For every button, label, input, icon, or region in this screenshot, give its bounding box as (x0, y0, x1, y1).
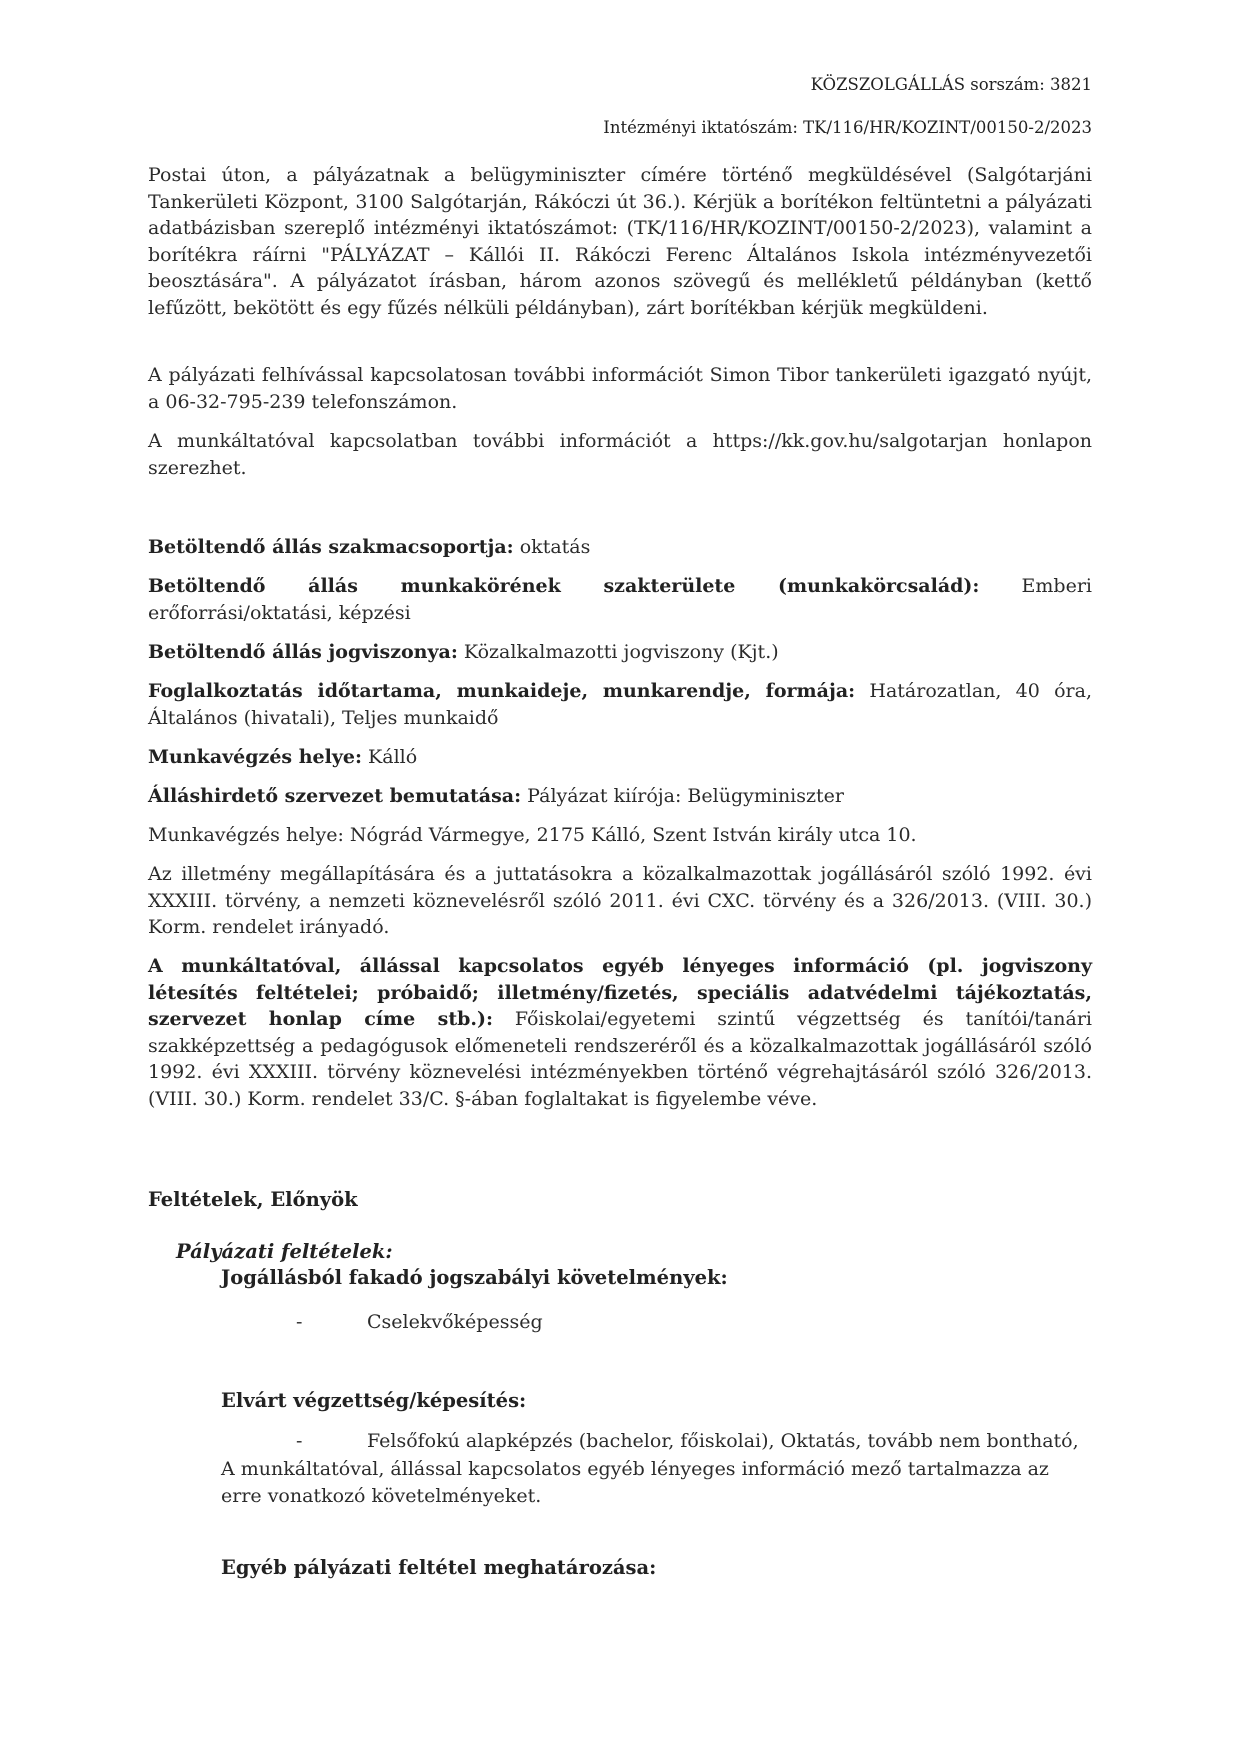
vegzettseg-heading: Elvárt végzettség/képesítés: (221, 1389, 527, 1412)
paragraph-munkaltato: A munkáltatóval kapcsolatban további információt a https://kk.gov.hu/salgotarjan honlapon szerezhet. (148, 430, 1092, 479)
field-szakmacsoport (148, 534, 1092, 561)
field-helye-full: Munkavégzés helye: Nógrád Vármegye, 2175 Kálló, Szent István király utca 10. (148, 824, 917, 846)
field-egyeb (148, 953, 1092, 1112)
field-szervezet (148, 783, 1092, 810)
list-item-felsofoku: Felsőfokú alapképzés (bachelor, főiskolai), Oktatás, tovább nem bontható, (367, 1430, 1079, 1452)
field-value: Határozatlan, 40 óra, Általános (hivatali), Teljes munkaidő (148, 680, 1092, 729)
egyeb-feltetel-heading: Egyéb pályázati feltétel meghatározása: (221, 1556, 657, 1579)
field-value: Főiskolai/egyetemi szintű végzettség és tanítói/tanári szakképzettség a pedagógusok előmeneteli rendszeréről és a közalkalmazottak jogállásáról szóló 1992. évi XXXIII. törvény köznevelési intézményekben történő végrehajtásáról szóló 326/2013. (VIII. 30.) Korm. rendelet 33/C. §-ában foglaltakat is figyelembe véve. (148, 1008, 1092, 1110)
field-helye (148, 744, 1092, 771)
field-szakterulet (148, 573, 1092, 626)
field-label: Betöltendő állás szakmacsoportja: (148, 536, 514, 558)
field-jogviszony (148, 639, 1092, 666)
jogallas-heading: Jogállásból fakadó jogszabályi követelmények: (221, 1266, 728, 1289)
header-iktatoszam: Intézményi iktatószám: TK/116/HR/KOZINT/00150-2/2023 (603, 118, 1092, 137)
paragraph-info: A pályázati felhívással kapcsolatosan további információt Simon Tibor tankerületi igazgató nyújt, a 06-32-795-239 telefonszámon. (148, 364, 1092, 413)
list-item-cselekvokepesseg: Cselekvőképesség (367, 1311, 543, 1333)
list-dash: - (296, 1430, 303, 1452)
header-sorszam: KÖZSZOLGÁLLÁS sorszám: 3821 (810, 75, 1092, 94)
field-label: Álláshirdető szervezet bemutatása: (148, 785, 522, 807)
field-illetmeny: Az illetmény megállapítására és a juttatásokra a közalkalmazottak jogállásáról szóló 1992. évi XXXIII. törvény, a nemzeti köznevelésről szóló 2011. évi CXC. törvény és a 326/2013. (VIII. 30.) Korm. rendelet irányadó. (148, 863, 1092, 938)
list-dash: - (296, 1311, 303, 1333)
field-foglalkoztatas (148, 678, 1092, 731)
field-value: Kálló (362, 746, 418, 768)
field-label: Munkavégzés helye: (148, 746, 363, 768)
field-label: A munkáltatóval, állással kapcsolatos egyéb lényeges információ (pl. jogviszony létesítés feltételei; próbaidő; illetmény/fizetés, speciális adatvédelmi tájékoztatás, szervezet honlap címe stb.): (148, 955, 1092, 1030)
list-item-felsofoku-cont: A munkáltatóval, állással kapcsolatos egyéb lényeges információ mező tartalmazza az erre vonatkozó követelményeket. (221, 1458, 1049, 1507)
field-value: oktatás (513, 536, 591, 558)
palyazati-feltetelek-heading: Pályázati feltételek: (176, 1240, 393, 1263)
section-feltetelek-title: Feltételek, Előnyök (148, 1188, 358, 1211)
field-label: Foglalkoztatás időtartama, munkaideje, munkarendje, formája: (148, 680, 856, 702)
field-label: Betöltendő állás munkakörének szakterülete (munkakörcsalád): (148, 575, 980, 597)
field-value: Emberi erőforrási/oktatási, képzési (148, 575, 1093, 624)
field-label: Betöltendő állás jogviszonya: (148, 641, 458, 663)
field-value: Közalkalmazotti jogviszony (Kjt.) (457, 641, 779, 663)
field-value: Pályázat kiírója: Belügyminiszter (521, 785, 844, 807)
paragraph-postai: Postai úton, a pályázatnak a belügyminiszter címére történő megküldésével (Salgótarjáni Tankerületi Központ, 3100 Salgótarján, Rákóczi út 36.). Kérjük a borítékon feltüntetni a pályázati adatbázisban szereplő intézményi iktatószámot: (TK/116/HR/KOZINT/00150-2/2023), valamint a borítékra ráírni "PÁLYÁZAT – Kállói II. Rákóczi Ferenc Általános Iskola intézményvezetői beosztására". A pályázatot írásban, három azonos szövegű és mellékletű példányban (kettő lefűzött, bekötött és egy fűzés nélküli példányban), zárt borítékban kérjük megküldeni. (148, 164, 1092, 319)
